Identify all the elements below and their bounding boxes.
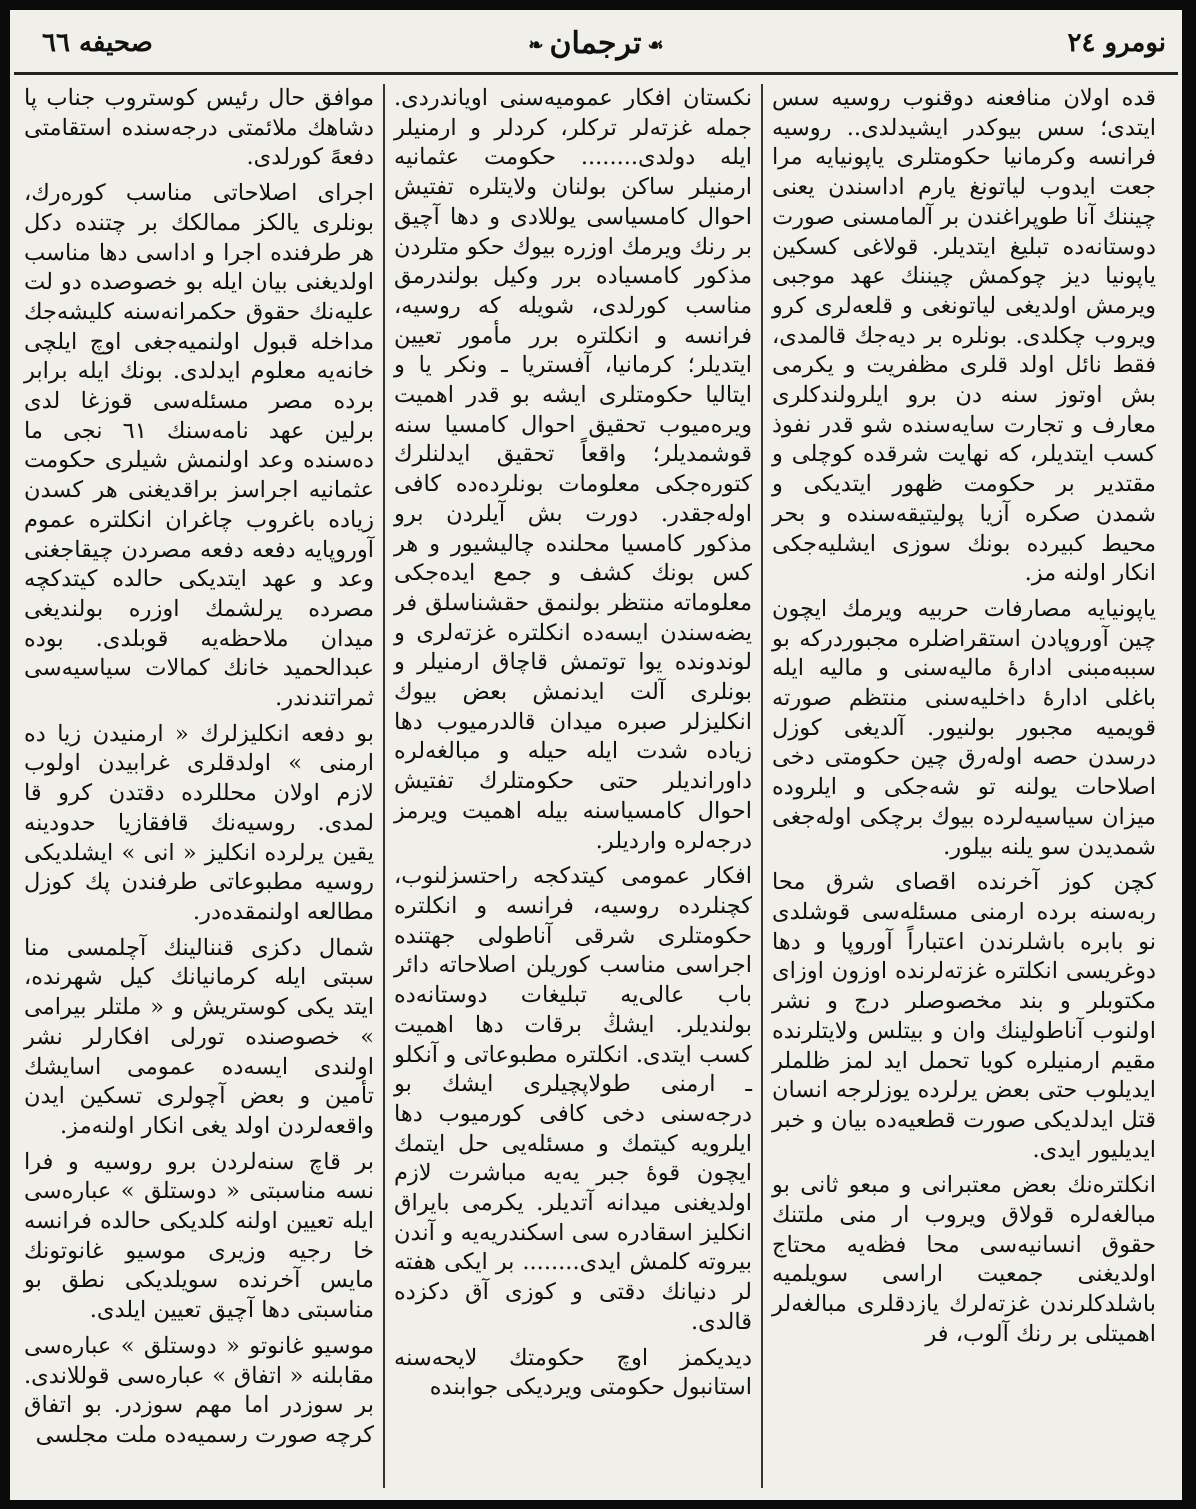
masthead: [24, 26, 1168, 61]
left-ornament-icon: ❧: [528, 34, 544, 56]
page-header: [24, 22, 1168, 70]
paragraph: دیدیکمز اوچ حکومتك لایحه‌سنه استانبول حکومتی ویردیکی جوابنده: [394, 1344, 752, 1401]
column-right: [762, 84, 1166, 1488]
paragraph: انکلتره‌نك بعض معتبرانی و مبعو ثانی بو مبالغه‌لره قولاق ویروب ار منی ملتنك حقوق انسانیه‌سی محا فظه‌یه محتاج اولدیغنی جمعیت اراسی سویلمیه باشلدکلرندن غزته‌لرك یازدقلری مبالغه‌لر اهمیتلی بر رنك آلوب، فر: [772, 1172, 1156, 1347]
issue-number: نومرو ٢٤: [1067, 28, 1166, 58]
paragraph: نکستان افکار عمومیه‌سنی اویاندردی. جمله غزته‌لر ترکلر، کردلر و ارمنیلر ایله دولدی........ حکومت عثمانیه ارمنیلر ساکن بولنان ولایتلره تفتیش احوال کامسیاسی یوللادی و دها آچیق بر رنك ویرمك اوزره بیوك حکو متلردن مذکور کامسیاده برر وکیل بولندرمق مناسب کورلدی، شویله که روسیه، فرانسه و انکلتره برر مأمور تعیین ایتدیلر؛ کرمانیا، آفستریا ـ ونکر یا و ایتالیا حکومتلری ایشه بو قدر اهمیت ویره‌میوب تحقیق احوال کامسیا سنه قوشمدیلر؛ واقعاً تحقیق ایدلنلرك کتوره‌جکی معلومات بونلرده‌ده کافی اوله‌جقدر. دورت بش آیلردن برو مذکور کامسیا محلنده چالیشیور و هر کس بونك کشف و جمع ایده‌جکی معلوماته منتظر بولنمق حقشناسلق فر یضه‌سندن ایسه‌ده انکلتره غزته‌لری و لوندونده یوا توتمش قاچاق ارمنیلر و بونلری آلت ایدنمش بعض بیوك انکلیزلر صبره میدان قالدرمیوب دها زیاده شدت ایله حیله و مبالغه‌لره داوراندیلر حتی حکومتلرك تفتیش احوال کامسیاسنه بیله اهمیت ویرمز درجه‌لره واردیلر.: [394, 85, 752, 854]
column-left: [14, 84, 384, 1488]
newspaper-page: [10, 10, 1182, 1500]
paragraph: شمال دکزی قننالینك آچلمسی منا سبتی ایله کرمانیانك کیل شهرنده، ایتد یکی کوستریش و « ملتلر بیرامی » خصوصنده تورلی افکارلر نشر اولندی ایسه‌ده عمومی اسایشك تأمین و بعض آچولری تسکین ایدن واقعه‌لردن اولد یغی انکار اولنه‌مز.: [24, 934, 374, 1139]
paragraph: بر قاچ سنه‌لردن برو روسیه و فرا نسه مناسبتی « دوستلق » عباره‌سی ایله تعیین اولنه کلدیکی حالده فرانسه خا رجیه وزیری موسیو غانوتونك مایس آخرنده سویلدیکی نطق بو مناسبتی دها آچیق تعیین ایلدی.: [24, 1148, 374, 1324]
column-middle: [384, 84, 762, 1488]
paragraph: قده اولان منافعنه دوقنوب روسیه سس ایتدی؛ سس بیوکدر ایشیدلدی.. روسیه فرانسه وکرمانیا حکومتلری یاپونیایه مرا جعت ایدوب لیاتونغ یارم اداسندن یعنی چیننك آنا طوپراغندن بر آلمامسنی صورت دوستانه‌ده تبلیغ ایتدیلر. قولاغی کسکین یاپونیا دیز چوکمش چیننك عهد موجبی ویرمش اولدیغی لیاتونغی و قلعه‌لری کرو ویروب چکلدی. بونلره بر دیه‌جك قالمدی، فقط نائل اولد قلری مظفریت و یکرمی بش اوتوز سنه دن برو ایلرولندکلری معارف و تجارت سایه‌سنده شو قدر نفوذ کسب ایتدیلر، که نهایت شرقده کوچلی و مقتدیر بر حکومت ظهور ایتدیکی و شمدن صکره آزیا پولیتیقه‌سنده و بحر محیط کبیرده بونك سوزی ایشلیه‌جکی انکار اولنه مز.: [772, 85, 1156, 587]
paragraph: افکار عمومی کیتدکجه راحتسزلنوب، کچنلرده روسیه، فرانسه و انکلتره حکومتلری شرقی آناطولی جهتنده اجراسی مناسب کوریلن اصلاحاته دائر باب عالی‌یه تبلیغات دوستانه‌ده بولندیلر. ایشڭ برقات دها اهمیت کسب ایتدی. انکلتره مطبوعاتی و آنکلو ـ ارمنی طولاپچیلری ایشك بو درجه‌سنی دخی کافی کورمیوب دها ایلرویه کیتمك و مسئله‌یی حل ایتمك ایچون قوهٔ جبر یه‌یه مباشرت لازم اولدیغنی میدانه آتدیلر. یکرمی بایراق انکلیز اسقادره سی اسکندریه‌یه و آندن بیروته کلمش ایدی........ بر ایکی هفته لر دنیانك دقتی و کوزی آق دکزده قالدی.: [394, 863, 752, 1335]
paragraph: موسیو غانوتو « دوستلق » عباره‌سی مقابلنه « اتفاق » عباره‌سی قوللاندی. بر سوزدر اما مهم سوزدر. بو اتفاق کرچه صورت رسمیه‌ده ملت مجلسی: [24, 1332, 374, 1448]
right-ornament-icon: ☙: [647, 34, 664, 56]
paragraph: بو دفعه انکلیزلرك « ارمنیدن زیا ده ارمنی » اولدقلری غرابیدن اولوب لازم اولان محللرده دقتدن کرو قا لمدی. روسیه‌نك قافقازیا حدودینه یقین یرلرده انکلیز « انی » ایشلدیکی روسیه مطبوعاتی طرفندن پك کوزل مطالعه اولنمقده‌در.: [24, 720, 374, 925]
paragraph: اجرای اصلاحاتی مناسب کوره‌رك، بونلری یالکز ممالکك بر چتنده دکل هر طرفنده اجرا و اداسی دها مناسب اولدیغنی بیان ایله بو خصوصده دو لت علیه‌نك حقوق حکمرانه‌سنه کلیشه‌جك مداخله قبول اولنمیه‌جغی اوچ ایلچی خانه‌یه معلوم ایدلدی. بونك ایله برابر برده مصر مسئله‌سی قوزغا لدی برلین عهد نامه‌سنك ٦١ نجی ما ده‌سنده وعد اولنمش شیلری حکومت عثمانیه اجراسز براقدیغنی هر کسدن زیاده باغروب چاغران انکلتره عموم آوروپایه دفعه دفعه مصردن چیقاجغنی وعد و عهد ایتدیکی حالده کیتدکچه مصرده یرلشمك اوزره بولندیغی میدان ملاحظه‌یه قوبلدی. بوده عبدالحمید خانك کمالات سیاسیه‌سی ثمراتندندر.: [24, 180, 374, 712]
paragraph: یاپونیایه مصارفات حربیه ویرمك ایچون چین آوروپادن استقراضلره مجبوردرکه بو سببه‌مبنی ادارهٔ مالیه‌سنی و مالیه ایله باغلی ادارهٔ داخلیه‌سنی منتظم صورته قویمیه مجبور بولنیور. آلدیغی کوزل درسدن حصه اوله‌رق چین حکومتی دخی اصلاحات یولنه تو شه‌جکی و ایلروده میزان سیاسیه‌لرده بیوك برچکی اوله‌جغی شمدیدن سو یلنه بیلور.: [772, 595, 1156, 860]
paragraph: موافق حال رئیس کوستروب جناب پا دشاهك ملائمتی درجه‌سنده استقامتی دفعهً کورلدی.: [24, 85, 374, 171]
header-rule: [14, 72, 1178, 75]
paragraph: کچن کوز آخرنده اقصای شرق محا ربه‌سنه برده ارمنی مسئله‌سی قوشلدی نو بابره باشلرندن اعتباراً آوروپا و دها دوغریسی انکلتره غزته‌لرنده اوزون اوزای مکتوبلر و بند مخصوصلر درج و نشر اولنوب آناطولینك وان و بیتلس ولایتلرنده مقیم ارمنیلره کویا تحمل اید لمز ظلملر ایدیلوب حتی بعض یرلرده یوزلرجه انسان قتل ایدلدیکی صورت قطعیه‌ده بیان و خبر ایدیلیور ایدی.: [772, 869, 1156, 1163]
page-number: صحیفه ٦٦: [42, 28, 153, 58]
newspaper-title: ترجمان: [549, 26, 642, 61]
